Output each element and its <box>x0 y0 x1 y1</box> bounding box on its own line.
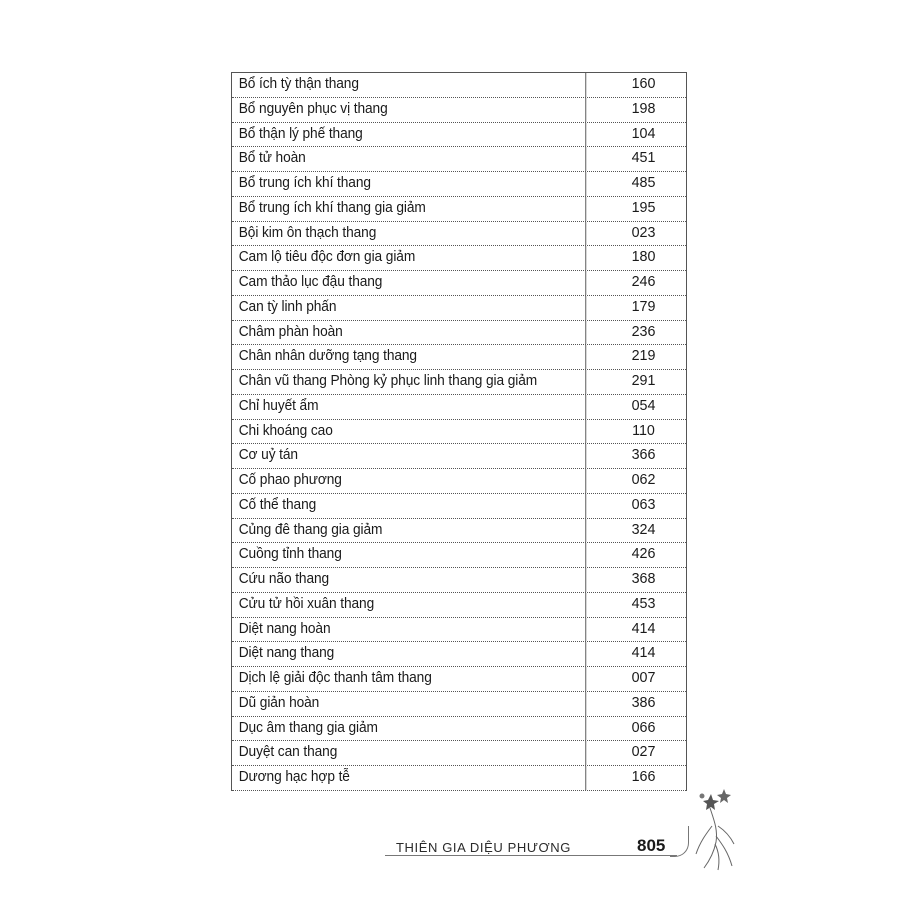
formula-name: Cơ uỷ tán <box>232 444 586 468</box>
formula-page: 485 <box>631 175 656 191</box>
table-row <box>232 345 686 370</box>
formula-page: 324 <box>631 521 656 538</box>
table-row <box>232 123 686 148</box>
formula-name: Duyệt can thang <box>232 741 586 765</box>
formula-name: Châm phàn hoàn <box>232 321 586 345</box>
table-row <box>232 717 686 742</box>
table-row <box>232 642 686 667</box>
table-row <box>232 741 686 766</box>
formula-name: Bội kim ôn thạch thang <box>232 222 586 246</box>
formula-name: Dịch lệ giải độc thanh tâm thang <box>232 667 586 691</box>
formula-name: Diệt nang hoàn <box>232 618 586 642</box>
table-row <box>232 73 686 98</box>
footer-curve <box>670 826 689 857</box>
table-row <box>232 692 686 717</box>
table-row <box>232 147 686 172</box>
formula-name: Can tỳ linh phấn <box>232 296 586 320</box>
table-row <box>232 296 686 321</box>
formula-name: Bổ tử hoàn <box>232 147 586 171</box>
formula-name: Cố thể thang <box>232 494 586 518</box>
table-row <box>232 593 686 618</box>
formula-page: 023 <box>631 224 656 241</box>
formula-name: Dục âm thang gia giảm <box>232 717 586 741</box>
table-row <box>232 469 686 494</box>
footer-rule <box>385 855 677 856</box>
formula-page: 160 <box>631 76 656 92</box>
formula-page: 027 <box>631 744 656 761</box>
formula-name: Cứu não thang <box>232 568 586 592</box>
formula-page: 414 <box>631 620 656 637</box>
formula-page: 198 <box>631 100 656 117</box>
formula-page: 054 <box>631 397 656 414</box>
formula-page: 063 <box>631 496 656 513</box>
table-row <box>232 172 686 197</box>
formula-page: 366 <box>631 447 656 464</box>
formula-page: 179 <box>631 298 656 315</box>
table-row <box>232 197 686 222</box>
formula-page: 386 <box>631 694 656 711</box>
formula-name: Chỉ huyết ẩm <box>232 395 586 419</box>
table-row <box>232 667 686 692</box>
formula-page: 453 <box>631 595 656 612</box>
footer-book-title: THIÊN GIA DIỆU PHƯƠNG <box>396 840 571 855</box>
table-row <box>232 766 686 791</box>
table-row <box>232 444 686 469</box>
table-row <box>232 271 686 296</box>
table-row <box>232 519 686 544</box>
table-row <box>232 568 686 593</box>
footer-page-number: 805 <box>637 836 666 855</box>
formula-page: 368 <box>631 571 656 587</box>
formula-name: Bổ thận lý phế thang <box>232 123 586 147</box>
formula-name: Cửu tử hồi xuân thang <box>232 593 586 617</box>
table-row <box>232 370 686 395</box>
formula-name: Chi khoáng cao <box>232 420 586 444</box>
table-row <box>232 420 686 445</box>
table-row <box>232 321 686 346</box>
formula-page: 062 <box>631 472 656 488</box>
formula-name: Cố phao phương <box>232 469 586 493</box>
formula-name: Bổ nguyên phục vị thang <box>232 98 586 122</box>
formula-page: 451 <box>631 150 656 167</box>
table-row <box>232 222 686 247</box>
formula-name: Bổ ích tỳ thận thang <box>232 73 586 97</box>
table-row <box>232 98 686 123</box>
formula-page: 066 <box>631 719 656 736</box>
table-row <box>232 494 686 519</box>
formula-page: 195 <box>631 199 656 216</box>
formula-page: 246 <box>631 274 656 290</box>
formula-name: Củng đê thang gia giảm <box>232 519 586 543</box>
table-row <box>232 246 686 271</box>
formula-page: 104 <box>631 125 656 142</box>
formula-name: Dương hạc hợp tễ <box>232 766 586 790</box>
formula-page: 180 <box>631 249 656 266</box>
formula-page: 236 <box>631 323 656 340</box>
formula-name: Cam lộ tiêu độc đơn gia giảm <box>232 246 586 270</box>
formula-name: Cuồng tỉnh thang <box>232 543 586 567</box>
formula-name: Chân vũ thang Phòng kỷ phục linh thang gia giảm <box>232 370 586 394</box>
formula-page: 291 <box>631 373 656 389</box>
table-row <box>232 395 686 420</box>
formula-name: Diệt nang thang <box>232 642 586 666</box>
formula-page: 219 <box>631 348 656 365</box>
formula-name: Chân nhân dưỡng tạng thang <box>232 345 586 369</box>
formula-name: Dũ giản hoàn <box>232 692 586 716</box>
table-row <box>232 543 686 568</box>
formula-name: Bổ trung ích khí thang gia giảm <box>232 197 586 221</box>
formula-name: Bổ trung ích khí thang <box>232 172 586 196</box>
table-row <box>232 618 686 643</box>
formula-name: Cam thảo lục đậu thang <box>232 271 586 295</box>
formula-page: 426 <box>631 546 656 563</box>
formula-page: 007 <box>631 670 656 686</box>
formula-index-table <box>231 72 687 791</box>
ginseng-icon <box>688 786 744 874</box>
formula-page: 414 <box>631 645 656 662</box>
formula-page: 166 <box>631 769 656 785</box>
formula-page: 110 <box>632 422 655 439</box>
